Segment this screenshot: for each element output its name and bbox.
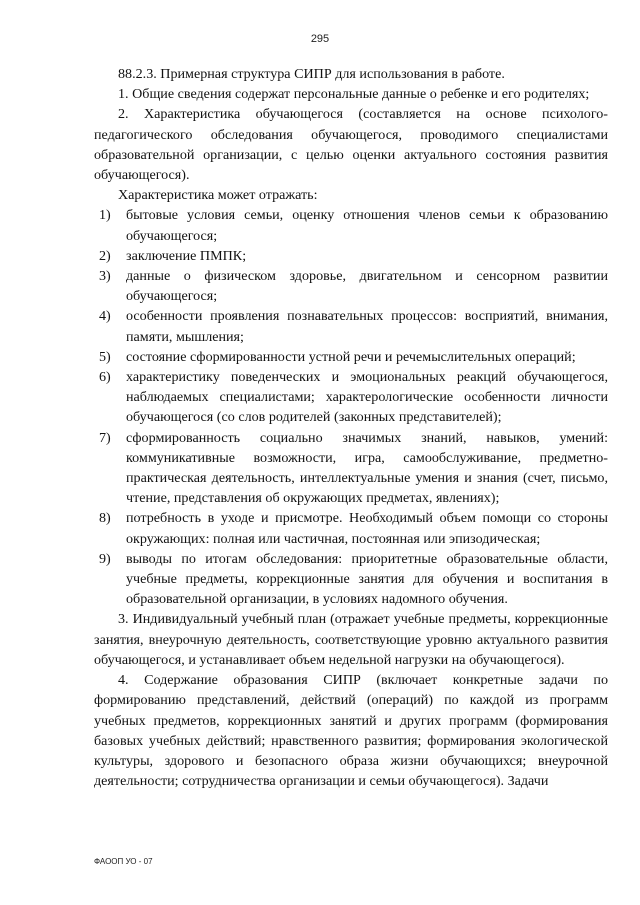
list-item [94,428,608,509]
list-item [94,549,608,610]
list-item-number: 8) [99,510,111,527]
list-item-number: 7) [99,429,111,446]
paragraph-individual-plan: 3. Индивидуальный учебный план (отражает учебные предметы, коррекционные занятия, внеурочную деятельность, соответствующие уровню актуального развития обучающегося, и устанавливает объем недельной нагрузки на обучающегося). [94,611,608,668]
list-item [94,367,608,428]
footer-code: ФАООП УО - 07 [94,857,153,866]
list-item [94,347,608,367]
paragraph-characteristic-intro: Характеристика может отражать: [118,187,318,204]
list-item-number: 3) [99,268,111,285]
list-item-text: бытовые условия семьи, оценку отношения членов семьи к образованию обучающегося; [126,207,608,244]
page-number: 295 [310,33,330,45]
list-item-number: 1) [99,207,111,224]
characteristic-list [94,205,608,609]
list-item-text: особенности проявления познавательных процессов: восприятий, внимания, памяти, мышления; [126,308,608,345]
list-item [94,266,608,306]
paragraph-general-info: 1. Общие сведения содержат персональные данные о ребенке и его родителях; [118,86,590,103]
section-heading: 88.2.3. Примерная структура СИПР для использования в работе. [118,66,505,82]
list-item [94,205,608,245]
list-item [94,306,608,346]
list-item-number: 4) [99,308,111,325]
list-item-text: заключение ПМПК; [126,247,247,264]
list-item-number: 5) [99,348,111,365]
document-body [94,64,608,791]
list-item-number: 9) [99,550,111,567]
list-item-number: 2) [99,247,111,264]
list-item-text: данные о физическом здоровье, двигательном и сенсорном развитии обучающегося; [126,268,608,305]
list-item-text: сформированность социально значимых знаний, навыков, умений: коммуникативные возможности, игра, самообслуживание, предметно-практическая деятельность, интеллектуальные умения и знания (счет, письмо, чтение, представления об окружающих предметах, явлениях); [126,429,608,507]
list-item-text: потребность в уходе и присмотре. Необходимый объем помощи со стороны окружающих: полная или частичная, постоянная или эпизодическая; [126,510,608,547]
list-item-number: 6) [99,369,111,386]
list-item-text: состояние сформированности устной речи и речемыслительных операций; [126,348,576,365]
list-item [94,508,608,548]
paragraph-characteristic: 2. Характеристика обучающегося (составляется на основе психолого-педагогического обследования обучающегося, проводимого специалистами образовательной организации, с целью оценки актуального состояния развития обучающегося). [94,106,608,184]
list-item [94,246,608,266]
list-item-text: характеристику поведенческих и эмоциональных реакций обучающегося, наблюдаемых специалистами; характерологические особенности личности обучающегося (со слов родителей (законных представителей); [126,369,608,426]
paragraph-education-content: 4. Содержание образования СИПР (включает конкретные задачи по формированию представлений, действий (операций) по каждой из программ учебных предметов, коррекционных занятий и других программ (формирования базовых учебных действий; нравственного развития; формирования экологической культуры, здорового и безопасного образа жизни обучающихся; внеурочной деятельности; сотрудничества организации и семьи обучающегося). Задачи [94,672,608,790]
list-item-text: выводы по итогам обследования: приоритетные образовательные области, учебные предметы, коррекционные занятия для обучения и воспитания в образовательной организации, в условиях надомного обучения. [126,550,608,608]
